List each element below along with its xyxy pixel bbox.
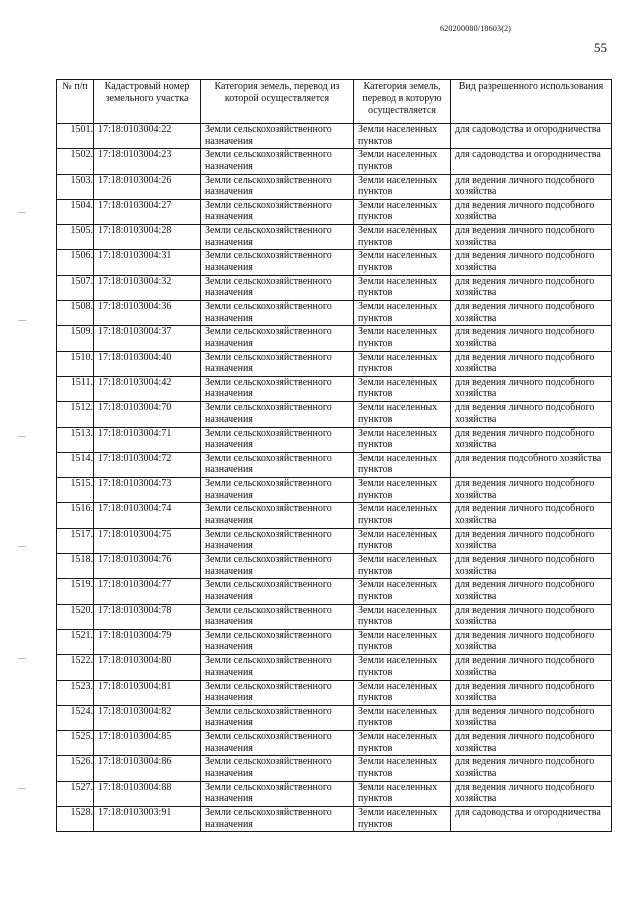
permitted-use: для ведения личного подсобного хозяйства xyxy=(451,275,612,300)
permitted-use: для ведения личного подсобного хозяйства xyxy=(451,402,612,427)
category-to: Земли населенных пунктов xyxy=(354,781,451,806)
cadastral-number: 17:18:0103004:40 xyxy=(94,351,201,376)
permitted-use: для ведения личного подсобного хозяйства xyxy=(451,326,612,351)
category-from: Земли сельскохозяйственного назначения xyxy=(201,402,354,427)
category-to: Земли населенных пунктов xyxy=(354,680,451,705)
cadastral-number: 17:18:0103004:28 xyxy=(94,225,201,250)
category-to: Земли населенных пунктов xyxy=(354,149,451,174)
table-row xyxy=(57,807,612,832)
cadastral-number: 17:18:0103004:36 xyxy=(94,301,201,326)
row-number: 1513. xyxy=(57,427,94,452)
category-from: Земли сельскохозяйственного назначения xyxy=(201,756,354,781)
permitted-use: для ведения личного подсобного хозяйства xyxy=(451,301,612,326)
table-row xyxy=(57,124,612,149)
row-number: 1508. xyxy=(57,301,94,326)
row-number: 1518. xyxy=(57,554,94,579)
permitted-use: для ведения личного подсобного хозяйства xyxy=(451,756,612,781)
permitted-use: для ведения личного подсобного хозяйства xyxy=(451,731,612,756)
category-to: Земли населенных пунктов xyxy=(354,579,451,604)
category-to: Земли населенных пунктов xyxy=(354,351,451,376)
table-row xyxy=(57,174,612,199)
row-number: 1502. xyxy=(57,149,94,174)
permitted-use: для ведения личного подсобного хозяйства xyxy=(451,554,612,579)
permitted-use: для ведения личного подсобного хозяйства xyxy=(451,528,612,553)
category-from: Земли сельскохозяйственного назначения xyxy=(201,554,354,579)
land-parcels-table xyxy=(56,79,612,832)
category-from: Земли сельскохозяйственного назначения xyxy=(201,301,354,326)
category-to: Земли населенных пунктов xyxy=(354,528,451,553)
row-number: 1525. xyxy=(57,731,94,756)
row-number: 1520. xyxy=(57,604,94,629)
category-to: Земли населенных пунктов xyxy=(354,275,451,300)
category-from: Земли сельскохозяйственного назначения xyxy=(201,807,354,832)
cadastral-number: 17:18:0103004:74 xyxy=(94,503,201,528)
permitted-use: для ведения личного подсобного хозяйства xyxy=(451,351,612,376)
category-from: Земли сельскохозяйственного назначения xyxy=(201,655,354,680)
category-to: Земли населенных пунктов xyxy=(354,427,451,452)
row-number: 1501. xyxy=(57,124,94,149)
category-to: Земли населенных пунктов xyxy=(354,655,451,680)
category-to: Земли населенных пунктов xyxy=(354,554,451,579)
cadastral-number: 17:18:0103004:26 xyxy=(94,174,201,199)
category-from: Земли сельскохозяйственного назначения xyxy=(201,705,354,730)
permitted-use: для ведения личного подсобного хозяйства xyxy=(451,225,612,250)
table-row xyxy=(57,781,612,806)
table-row xyxy=(57,528,612,553)
cadastral-number: 17:18:0103004:86 xyxy=(94,756,201,781)
category-from: Земли сельскохозяйственного назначения xyxy=(201,275,354,300)
permitted-use: для ведения личного подсобного хозяйства xyxy=(451,705,612,730)
category-from: Земли сельскохозяйственного назначения xyxy=(201,174,354,199)
permitted-use: для ведения личного подсобного хозяйства xyxy=(451,604,612,629)
category-from: Земли сельскохозяйственного назначения xyxy=(201,604,354,629)
row-number: 1507. xyxy=(57,275,94,300)
cadastral-number: 17:18:0103004:82 xyxy=(94,705,201,730)
category-to: Земли населенных пунктов xyxy=(354,452,451,477)
table-row xyxy=(57,250,612,275)
row-number: 1506. xyxy=(57,250,94,275)
table-header-row xyxy=(57,80,612,124)
category-to: Земли населенных пунктов xyxy=(354,199,451,224)
table-row xyxy=(57,301,612,326)
table-row xyxy=(57,579,612,604)
cadastral-number: 17:18:0103004:79 xyxy=(94,629,201,654)
category-from: Земли сельскохозяйственного назначения xyxy=(201,503,354,528)
table-row xyxy=(57,326,612,351)
category-to: Земли населенных пунктов xyxy=(354,124,451,149)
table-row xyxy=(57,452,612,477)
cadastral-number: 17:18:0103004:70 xyxy=(94,402,201,427)
row-number: 1515. xyxy=(57,478,94,503)
category-to: Земли населенных пунктов xyxy=(354,705,451,730)
category-from: Земли сельскохозяйственного назначения xyxy=(201,478,354,503)
header-category-to: Категория земель, перевод в которую осуществляется xyxy=(354,80,451,124)
cadastral-number: 17:18:0103004:42 xyxy=(94,376,201,401)
permitted-use: для ведения личного подсобного хозяйства xyxy=(451,427,612,452)
category-from: Земли сельскохозяйственного назначения xyxy=(201,124,354,149)
table-row xyxy=(57,756,612,781)
table-row xyxy=(57,351,612,376)
permitted-use: для ведения личного подсобного хозяйства xyxy=(451,199,612,224)
table-row xyxy=(57,705,612,730)
category-from: Земли сельскохозяйственного назначения xyxy=(201,225,354,250)
table-row xyxy=(57,376,612,401)
row-number: 1524. xyxy=(57,705,94,730)
category-to: Земли населенных пунктов xyxy=(354,756,451,781)
category-from: Земли сельскохозяйственного назначения xyxy=(201,351,354,376)
category-to: Земли населенных пунктов xyxy=(354,503,451,528)
left-margin-marks xyxy=(18,0,30,905)
cadastral-number: 17:18:0103004:88 xyxy=(94,781,201,806)
permitted-use: для ведения личного подсобного хозяйства xyxy=(451,680,612,705)
row-number: 1519. xyxy=(57,579,94,604)
table-row xyxy=(57,604,612,629)
header-num: № п/п xyxy=(57,80,94,124)
permitted-use: для ведения личного подсобного хозяйства xyxy=(451,174,612,199)
cadastral-number: 17:18:0103004:72 xyxy=(94,452,201,477)
cadastral-number: 17:18:0103004:31 xyxy=(94,250,201,275)
permitted-use: для ведения личного подсобного хозяйства xyxy=(451,250,612,275)
row-number: 1517. xyxy=(57,528,94,553)
row-number: 1521. xyxy=(57,629,94,654)
cadastral-number: 17:18:0103004:75 xyxy=(94,528,201,553)
row-number: 1523. xyxy=(57,680,94,705)
table-row xyxy=(57,503,612,528)
cadastral-number: 17:18:0103003:91 xyxy=(94,807,201,832)
table-row xyxy=(57,478,612,503)
header-category-from: Категория земель, перевод из которой осуществляется xyxy=(201,80,354,124)
category-to: Земли населенных пунктов xyxy=(354,301,451,326)
category-from: Земли сельскохозяйственного назначения xyxy=(201,199,354,224)
table-row xyxy=(57,554,612,579)
category-from: Земли сельскохозяйственного назначения xyxy=(201,680,354,705)
table-row xyxy=(57,655,612,680)
table-row xyxy=(57,731,612,756)
row-number: 1516. xyxy=(57,503,94,528)
cadastral-number: 17:18:0103004:81 xyxy=(94,680,201,705)
category-to: Земли населенных пунктов xyxy=(354,731,451,756)
row-number: 1526. xyxy=(57,756,94,781)
permitted-use: для садоводства и огородничества xyxy=(451,149,612,174)
permitted-use: для ведения личного подсобного хозяйства xyxy=(451,503,612,528)
row-number: 1528. xyxy=(57,807,94,832)
header-cadastral: Кадастровый номер земельного участка xyxy=(94,80,201,124)
category-to: Земли населенных пунктов xyxy=(354,250,451,275)
cadastral-number: 17:18:0103004:85 xyxy=(94,731,201,756)
row-number: 1510. xyxy=(57,351,94,376)
cadastral-number: 17:18:0103004:32 xyxy=(94,275,201,300)
table-row xyxy=(57,199,612,224)
category-to: Земли населенных пунктов xyxy=(354,326,451,351)
row-number: 1511. xyxy=(57,376,94,401)
row-number: 1509. xyxy=(57,326,94,351)
category-to: Земли населенных пунктов xyxy=(354,478,451,503)
table-row xyxy=(57,402,612,427)
permitted-use: для ведения личного подсобного хозяйства xyxy=(451,478,612,503)
row-number: 1503. xyxy=(57,174,94,199)
category-from: Земли сельскохозяйственного назначения xyxy=(201,731,354,756)
cadastral-number: 17:18:0103004:76 xyxy=(94,554,201,579)
page-number: 55 xyxy=(594,40,607,55)
permitted-use: для ведения личного подсобного хозяйства xyxy=(451,655,612,680)
category-to: Земли населенных пунктов xyxy=(354,629,451,654)
category-to: Земли населенных пунктов xyxy=(354,402,451,427)
table-row xyxy=(57,225,612,250)
category-from: Земли сельскохозяйственного назначения xyxy=(201,376,354,401)
permitted-use: для ведения личного подсобного хозяйства xyxy=(451,781,612,806)
permitted-use: для садоводства и огородничества xyxy=(451,807,612,832)
category-from: Земли сельскохозяйственного назначения xyxy=(201,149,354,174)
cadastral-number: 17:18:0103004:78 xyxy=(94,604,201,629)
permitted-use: для ведения личного подсобного хозяйства xyxy=(451,579,612,604)
category-from: Земли сельскохозяйственного назначения xyxy=(201,781,354,806)
cadastral-number: 17:18:0103004:37 xyxy=(94,326,201,351)
table-row xyxy=(57,629,612,654)
cadastral-number: 17:18:0103004:71 xyxy=(94,427,201,452)
cadastral-number: 17:18:0103004:77 xyxy=(94,579,201,604)
cadastral-number: 17:18:0103004:73 xyxy=(94,478,201,503)
category-to: Земли населенных пунктов xyxy=(354,604,451,629)
category-to: Земли населенных пунктов xyxy=(354,174,451,199)
category-from: Земли сельскохозяйственного назначения xyxy=(201,452,354,477)
category-to: Земли населенных пунктов xyxy=(354,807,451,832)
table-row xyxy=(57,680,612,705)
row-number: 1505. xyxy=(57,225,94,250)
category-to: Земли населенных пунктов xyxy=(354,225,451,250)
category-from: Земли сельскохозяйственного назначения xyxy=(201,629,354,654)
table-row xyxy=(57,275,612,300)
category-from: Земли сельскохозяйственного назначения xyxy=(201,326,354,351)
permitted-use: для ведения подсобного хозяйства xyxy=(451,452,612,477)
row-number: 1522. xyxy=(57,655,94,680)
cadastral-number: 17:18:0103004:22 xyxy=(94,124,201,149)
row-number: 1504. xyxy=(57,199,94,224)
category-to: Земли населенных пунктов xyxy=(354,376,451,401)
row-number: 1527. xyxy=(57,781,94,806)
cadastral-number: 17:18:0103004:27 xyxy=(94,199,201,224)
row-number: 1514. xyxy=(57,452,94,477)
table-row xyxy=(57,427,612,452)
permitted-use: для ведения личного подсобного хозяйства xyxy=(451,629,612,654)
cadastral-number: 17:18:0103004:80 xyxy=(94,655,201,680)
permitted-use: для садоводства и огородничества xyxy=(451,124,612,149)
category-from: Земли сельскохозяйственного назначения xyxy=(201,528,354,553)
cadastral-number: 17:18:0103004:23 xyxy=(94,149,201,174)
table-row xyxy=(57,149,612,174)
permitted-use: для ведения личного подсобного хозяйства xyxy=(451,376,612,401)
header-permitted-use: Вид разрешенного использования xyxy=(451,80,612,124)
row-number: 1512. xyxy=(57,402,94,427)
category-from: Земли сельскохозяйственного назначения xyxy=(201,250,354,275)
document-code: 620200080/18603(2) xyxy=(440,24,512,33)
category-from: Земли сельскохозяйственного назначения xyxy=(201,579,354,604)
category-from: Земли сельскохозяйственного назначения xyxy=(201,427,354,452)
